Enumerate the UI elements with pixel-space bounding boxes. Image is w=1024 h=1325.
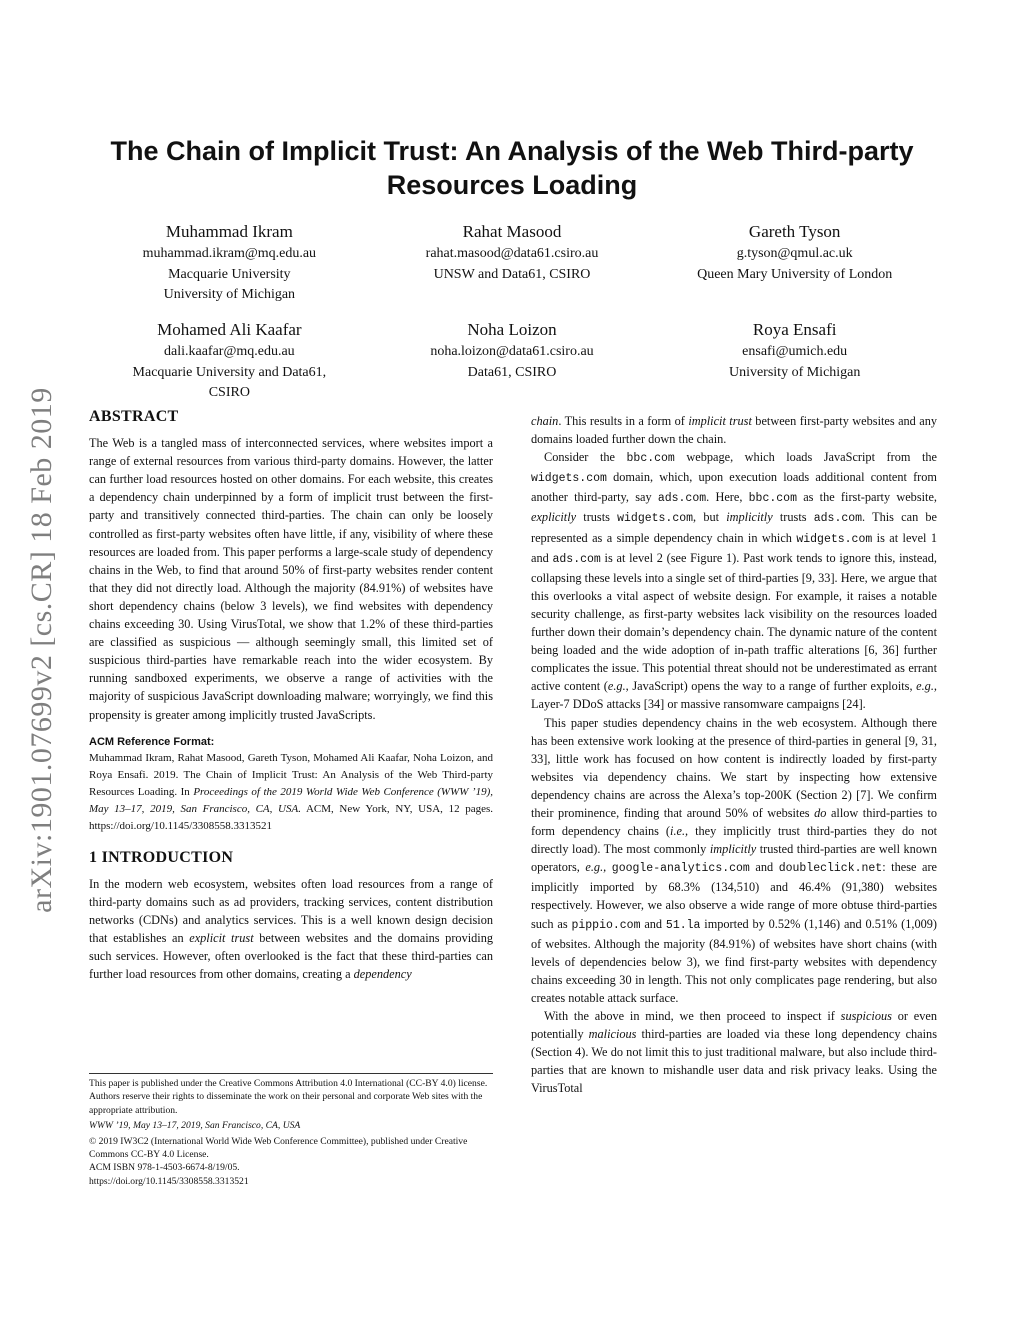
text-run: and [640,916,666,931]
footnote-copyright: © 2019 IW3C2 (International World Wide Web Conference Committee), published under Creative Commons CC-BY 4.0 License. [89,1135,468,1161]
author-email: noha.loizon@data61.csiro.au [430,344,594,359]
author-affiliation: Queen Mary University of London [697,266,893,282]
author-block [371,220,654,306]
text-run: as the first-party website, [796,490,937,505]
footnote-doi: https://doi.org/10.1145/3308558.3313521 [89,1175,249,1187]
text-run: trusted third-parties are well known operators, [531,842,937,875]
acm-reference-venue: Proceedings of the 2019 World Wide Web Conference (WWW ’19), May 13–17, 2019, San Francisco, CA, USA. [89,785,493,815]
text-run-italic: implicit trust [688,414,752,428]
author-email: dali.kaafar@mq.edu.au [164,344,295,359]
author-email: rahat.masood@data61.csiro.au [425,246,599,261]
author-affiliation: UNSW and Data61, CSIRO [433,266,591,282]
author-email: g.tyson@qmul.ac.uk [736,246,853,261]
text-run: allow third-parties to form dependency chains ( [531,805,937,839]
footnote-license: This paper is published under the Creative Commons Attribution 4.0 International (CC-BY 4.0) license. Authors reserve their rights to disseminate the work on their personal and corporate Web sites with the appropriate attribution. [89,1078,488,1116]
intro-paragraph [531,1007,937,1097]
text-run: between first-party websites and any domains loaded further down the chain. [531,414,938,447]
author-affiliation: Macquarie University [168,266,291,282]
author-row-1 [88,220,936,306]
abstract-heading: ABSTRACT [89,408,179,425]
text-run: . Here, [706,490,749,505]
text-run-italic: explicit trust [189,930,254,945]
author-name: Roya Ensafi [752,320,837,339]
acm-reference-tail: ACM, New York, NY, USA, 12 pages. https://doi.org/10.1145/3308558.3313521 [89,802,494,832]
code-domain: bbc.com [626,452,675,466]
acm-reference-heading: ACM Reference Format: [89,735,215,748]
footnote-isbn: ACM ISBN 978-1-4503-6674-8/19/05. [89,1162,240,1174]
text-run: is at level 2 (see Figure 1). Past work tends to ignore this, instead, collapsing these levels into a single set of third-parties [9, 33]. Here, we argue that this overlooks a vital aspect of website design. For example, it raises a notable security challenge, as first-party websites lack visibility on the resources loaded further down their domain’s dependency chain. The dynamic nature of the content being loaded and the wide adoption of in-path traffic alterations [6, 36] further complicates the issue. This potential threat should not be underestimated as errant active content ( [531,550,937,694]
code-domain: doubleclick.net [778,862,883,876]
code-domain: ads.com [657,492,707,506]
abstract-text: The Web is a tangled mass of interconnected services, where websites import a range of external resources from various third-party domains. However, the latter can further load resources hosted on other domains. For each website, this creates a dependency chain underpinned by a form of implicit trust between the first-party and transitively connected third-parties. The chain can only be loosely controlled as first-party websites often have little, if any, visibility of where these resources are loaded from. This paper performs a large-scale study of dependency chains in the Web, to find that around 50% of first-party websites render content that they did not directly load. Although the majority (84.91%) of websites have short dependency chains (below 3 levels), we find websites with dependency chains exceeding 30. Using VirusTotal, we show that 1.2% of these third-parties are classified as suspicious — although seemingly small, this limited set of suspicious third-parties have remarkable reach into the wider ecosystem. By running sandboxed experiments, we observe a range of activities with the majority of suspicious JavaScript downloading malware; worryingly, we find this propensity is greater among implicitly trusted JavaScripts. [89,436,493,722]
text-run-italic: suspicious [840,1009,892,1023]
author-block [88,318,371,404]
footnote [89,1073,493,1188]
introduction-heading: 1 INTRODUCTION [89,848,234,866]
text-run: domain, which, upon execution loads additional content from another third-party, say [531,470,937,505]
paper-title: The Chain of Implicit Trust: An Analysis of the Web Third-party Resources Loading [110,136,914,200]
code-domain: widgets.com [531,472,607,486]
code-domain: widgets.com [617,512,694,526]
text-run-italic: i.e., [670,824,689,839]
author-block [653,220,936,306]
text-run: between websites and the domains providing such services. However, often overlooked is the fact that these third-parties can further load resources from other domains, creating a [89,930,493,982]
author-affiliation: University of Michigan [163,287,296,302]
author-affiliation: University of Michigan [728,364,861,380]
right-column [531,412,937,1097]
intro-paragraph [531,448,937,713]
code-domain: pippio.com [571,918,641,932]
text-run-italic: malicious [588,1027,637,1042]
author-affiliation: Data61, CSIRO [467,364,557,380]
text-run-italic: e.g., [607,679,629,694]
text-run: imported by 0.52% (1,146) and 0.51% (1,009) of websites. Although the majority (84.91%) of websites have short chains (with levels of dependencies below 3), we find first-party websites with dependency chains exceeding 30 in length. This not only complicates page rendering, but also creates notable attack surface. [531,916,937,1005]
text-run: Layer-7 DDoS attacks [34] or massive ransomware campaigns [24]. [531,697,866,712]
text-run: and [749,860,779,875]
text-run: . This results in a form of [558,414,689,428]
text-run: Consider the [544,450,627,465]
author-name: Noha Loizon [467,320,557,339]
author-name: Muhammad Ikram [165,222,293,241]
code-domain: bbc.com [748,492,797,506]
text-run: third-parties are loaded via these long dependency chains (Section 4). We do not limit this to just traditional malware, but also include third-parties that are known to mishandle user data and risk privacy leaks. Using the VirusTotal [531,1027,937,1096]
text-run: . This can be represented as a simple dependency chain in which [531,510,938,545]
author-email: muhammad.ikram@mq.edu.au [142,246,317,261]
code-domain: ads.com [552,552,601,566]
intro-paragraph-continued [531,412,937,448]
author-name: Mohamed Ali Kaafar [157,320,302,339]
text-run: trusts [576,510,618,525]
acm-reference-authors: Muhammad Ikram, Rahat Masood, Gareth Tyson, Mohamed Ali Kaafar, Noha Loizon, and Roya Ensafi. 2019. The Chain of Implicit Trust: An Analysis of the Web Third-party Resources Loading. In [89,751,493,798]
author-name: Gareth Tyson [748,222,841,241]
footnote-conference [89,1119,493,1132]
arxiv-stamp [22,360,62,940]
code-domain: ads.com [813,512,863,526]
arxiv-stamp-text: arXiv:1901.07699v2 [cs.CR] 18 Feb 2019 [25,387,59,913]
text-run: : these are implicitly imported by 68.3% (134,510) and 46.4% (91,380) websites respectively. However, we also observe a wide range of more obtuse third-parties such as [531,860,938,931]
code-domain: google-analytics.com [611,862,750,876]
text-run-italic: do [814,805,827,820]
author-affiliation: Macquarie University and Data61, [132,364,327,380]
left-column [89,408,493,983]
text-run: , but [693,510,727,525]
text-run-italic: e.g., [916,679,937,694]
author-block [371,318,654,404]
text-run-italic: dependency [353,967,412,982]
author-row-2 [88,318,936,404]
author-block [88,220,371,306]
intro-paragraph [531,714,937,1008]
text-run: webpage, which loads JavaScript from the [674,450,937,465]
code-domain: 51.la [665,918,701,932]
code-domain: widgets.com [796,532,873,546]
text-run-italic: implicitly [709,842,757,857]
author-email: ensafi@umich.edu [742,344,848,359]
text-run-italic: implicitly [726,510,773,525]
text-run-italic: chain [531,414,559,428]
author-name: Rahat Masood [462,222,562,241]
intro-paragraph [89,875,493,984]
text-run-italic: explicitly [531,510,577,525]
text-run-italic: e.g., [585,860,607,875]
author-block [653,318,936,404]
acm-reference-text [89,750,493,835]
text-run: is at level 1 and [531,530,937,565]
footnote-conference-text: WWW ’19, May 13–17, 2019, San Francisco, CA, USA [89,1120,301,1132]
text-run: they implicitly trust third-parties they do not directly load). The most commonly [531,824,938,857]
text-run: or even potentially [531,1009,938,1042]
text-run: JavaScript) opens the way to a range of further exploits, [628,679,917,694]
author-affiliation: CSIRO [208,385,250,400]
text-run: With the above in mind, we then proceed to inspect if [544,1009,841,1023]
text-run: In the modern web ecosystem, websites often load resources from a range of third-party domains such as ad providers, tracking services, content distribution networks (CDNs) and analytics services. This is a well known design decision that establishes an [89,876,493,945]
text-run: trusts [772,510,814,525]
text-run: This paper studies dependency chains in the web ecosystem. Although there has been extensive work looking at the presence of third-parties in general [9, 31, 33], little work has focused on how content is indirectly loaded by first-party websites via dependency chains. We start by inspecting how extensive dependency chains are across the Alexa’s top-200K (Section 2) [7]. We confirm their prominence, finding that around 50% of websites [531,715,937,820]
